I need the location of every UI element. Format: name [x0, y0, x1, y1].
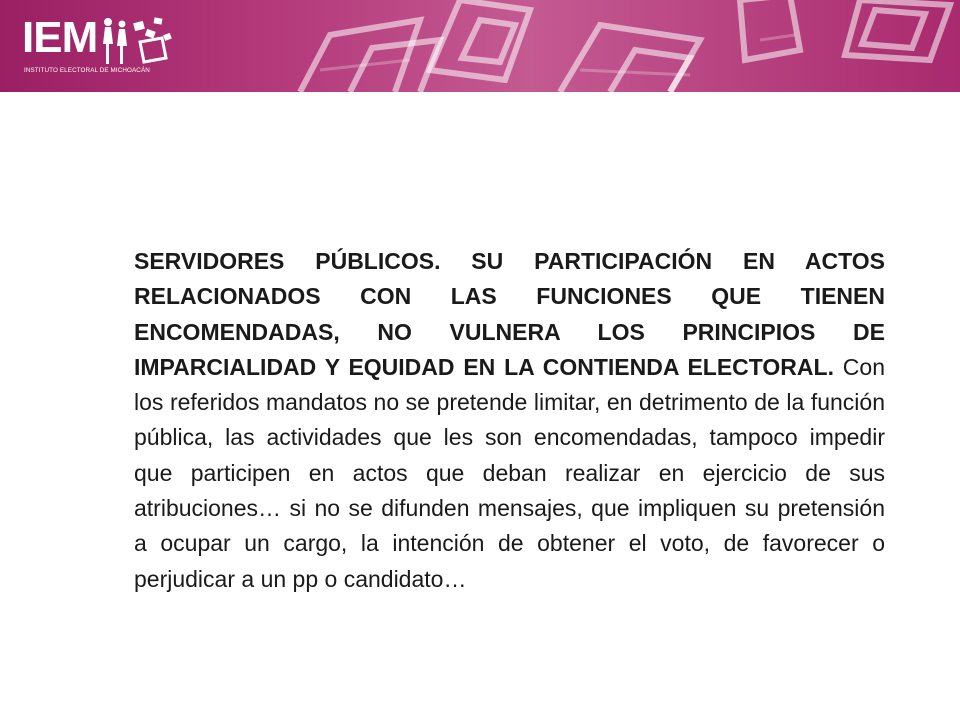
- logo-text: IEM: [22, 13, 98, 62]
- voters-figures-icon: [100, 14, 180, 70]
- thesis-heading: SERVIDORES PÚBLICOS. SU PARTICIPACIÓN EN ACTOS RELACIONADOS CON LAS FUNCIONES QUE TIENEN ENCOMENDADAS, NO VULNERA LOS PRINCIPIOS DE IMPARCIALIDAD Y EQUIDAD EN LA CONTIENDA ELECTORAL.: [134, 248, 885, 380]
- header-banner: [0, 0, 960, 92]
- thesis-body: Con los referidos mandatos no se pretende limitar, en detrimento de la función pública, las actividades que les son encomendadas, tampoco impedir que participen en actos que deban realizar en ejercicio de sus atribuciones… si no se difunden mensajes, que impliquen su pretensión a ocupar un cargo, la intención de obtener el voto, de favorecer o perjudicar a un pp o candidato…: [134, 353, 885, 592]
- iem-logo: [22, 10, 182, 82]
- logo-caption: INSTITUTO ELECTORAL DE MICHOACÁN: [24, 67, 150, 74]
- thesis-paragraph: [134, 244, 885, 597]
